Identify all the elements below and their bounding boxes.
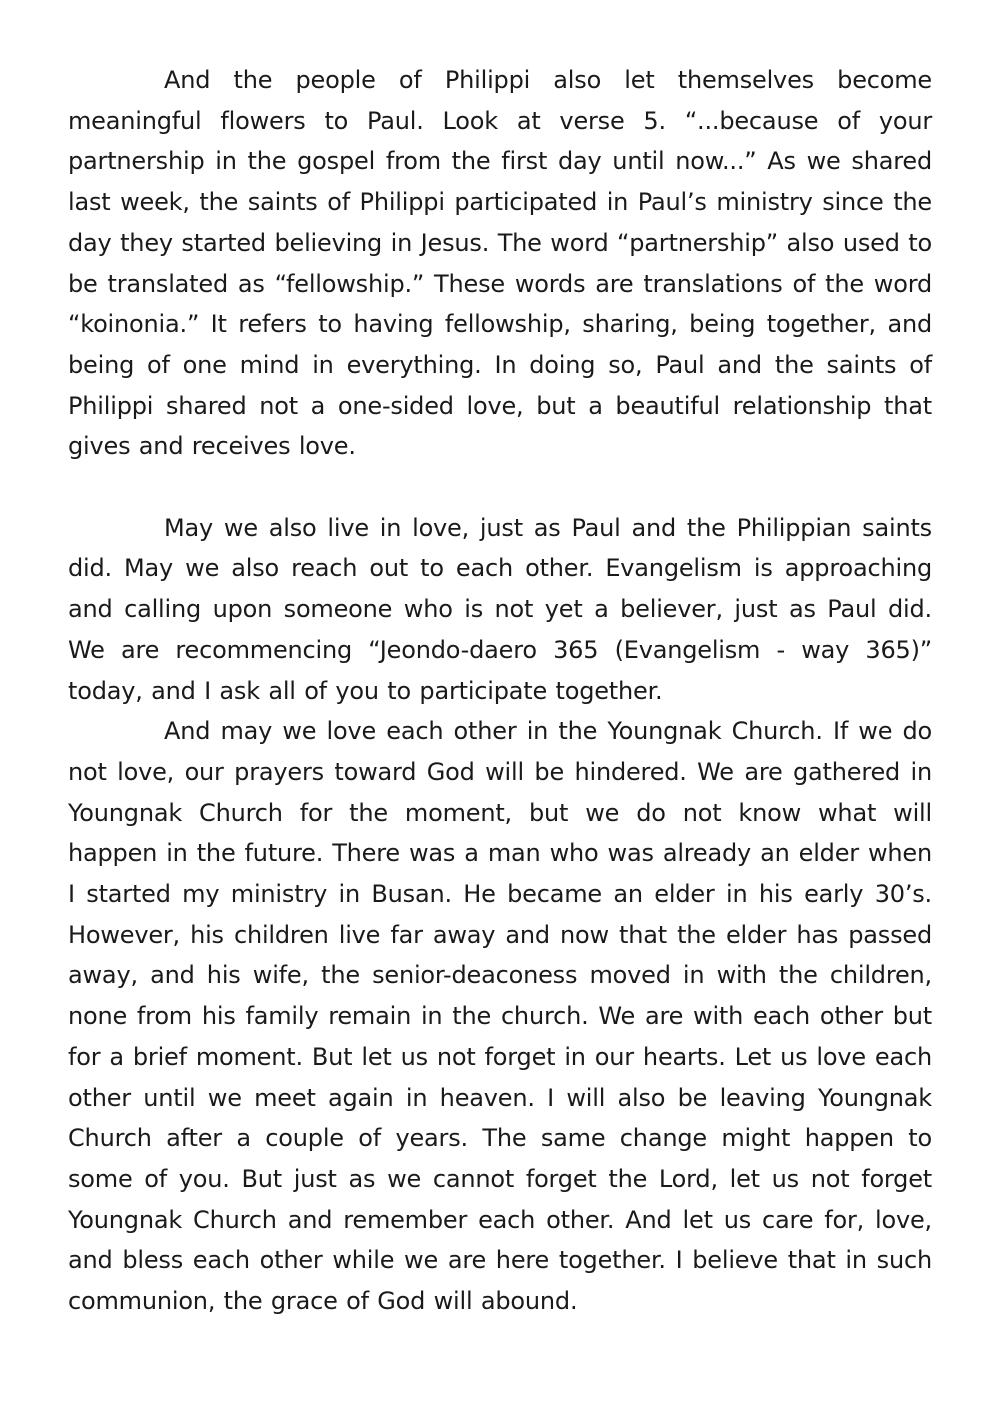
document-page	[68, 60, 932, 1322]
paragraph-live-in-love: May we also live in love, just as Paul and the Philippian saints did. May we also reach out to each other. Evangelism is approaching and calling upon someone who is not yet a believer, just as Paul did. We are recommencing “Jeondo-daero 365 (Evangelism - way 365)” today, and I ask all of you to participate together.	[68, 513, 932, 705]
paragraph-youngnak-church: And may we love each other in the Youngnak Church. If we do not love, our prayers toward God will be hindered. We are gathered in Youngnak Church for the moment, but we do not know what will happen in the future. There was a man who was already an elder when I started my ministry in Busan. He became an elder in his early 30’s. However, his children live far away and now that the elder has passed away, and his wife, the senior-deaconess moved in with the children, none from his family remain in the church. We are with each other but for a brief moment. But let us not forget in our hearts. Let us love each other until we meet again in heaven. I will also be leaving Youngnak Church after a couple of years. The same change might happen to some of you. But just as we cannot forget the Lord, let us not forget Youngnak Church and remember each other. And let us care for, love, and bless each other while we are here together. I believe that in such communion, the grace of God will abound.	[68, 717, 932, 1316]
paragraph-philippi-partnership: And the people of Philippi also let themselves become meaningful flowers to Paul. Look at verse 5. “...because of your partnership in the gospel from the first day until now...” As we shared last week, the saints of Philippi participated in Paul’s ministry since the day they started believing in Jesus. The word “partnership” also used to be translated as “fellowship.” These words are translations of the word “koinonia.” It refers to having fellowship, sharing, being together, and being of one mind in everything. In doing so, Paul and the saints of Philippi shared not a one-sided love, but a beautiful relationship that gives and receives love.	[68, 66, 932, 461]
